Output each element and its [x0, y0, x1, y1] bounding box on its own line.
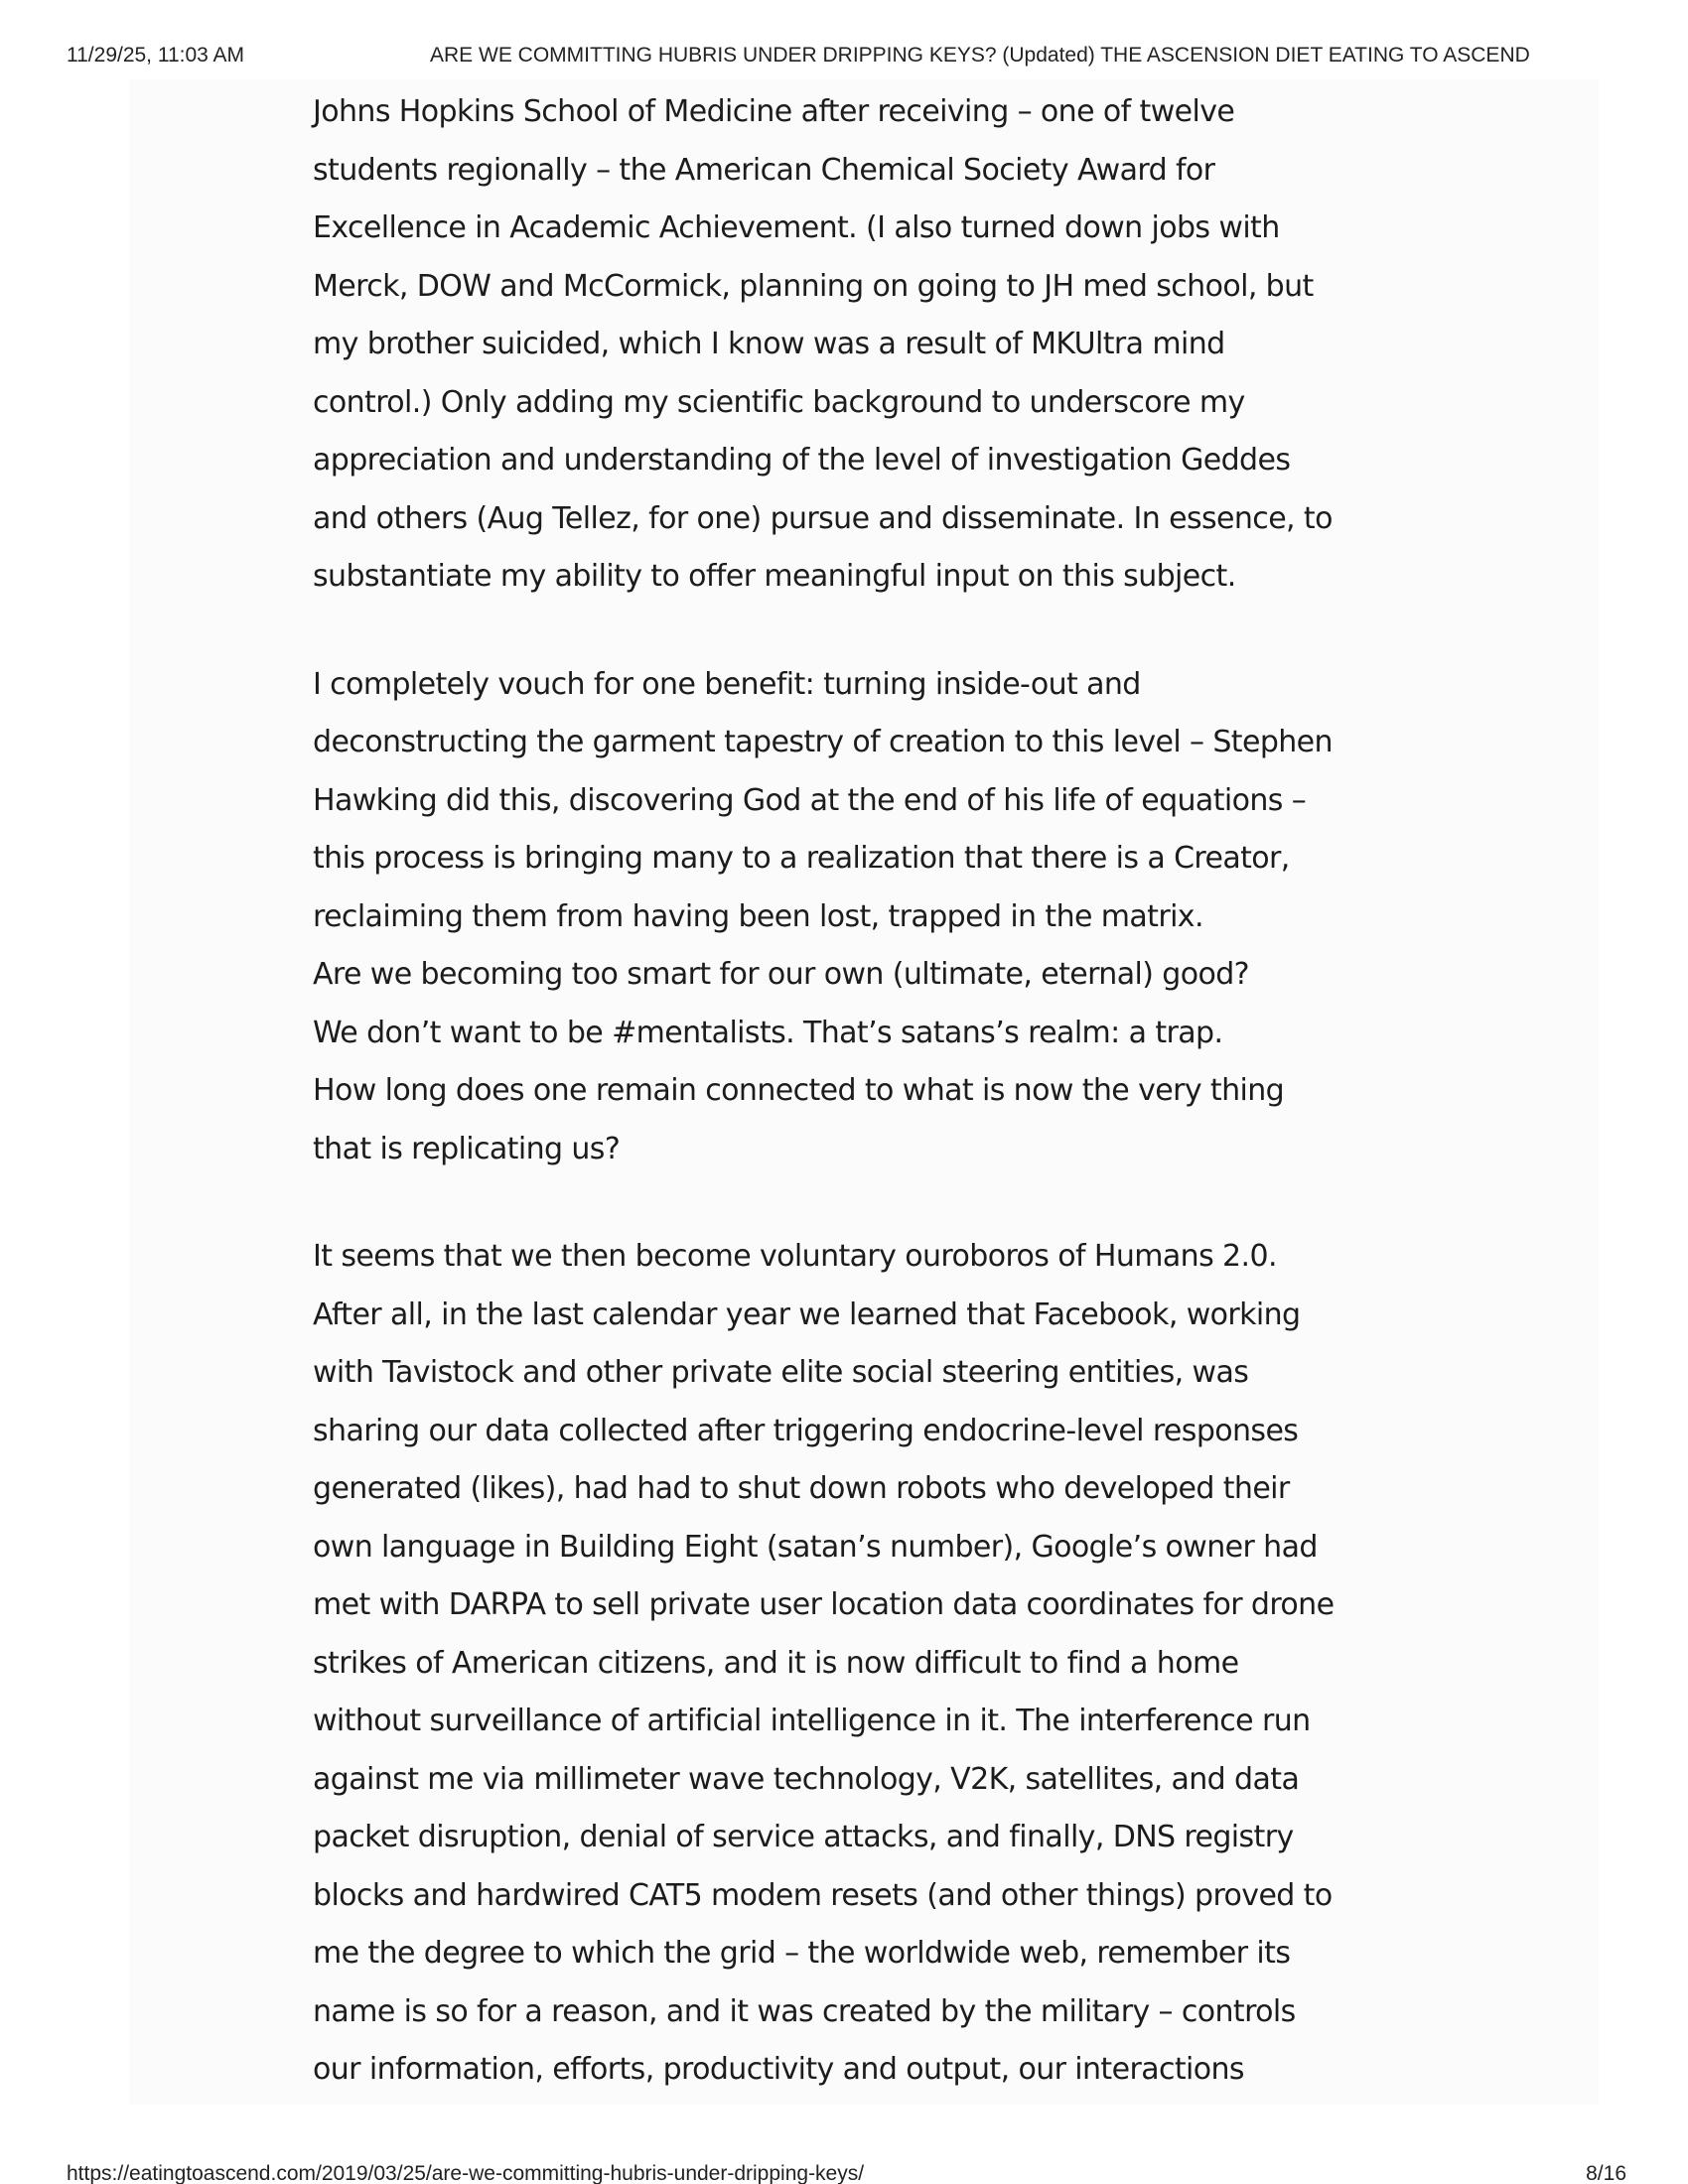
text-line: Merck, DOW and McCormick, planning on going to JH med school, but	[313, 268, 1314, 304]
text-line: After all, in the last calendar year we learned that Facebook, working	[313, 1297, 1301, 1332]
paragraph-scientific-background	[313, 83, 1415, 607]
text-line: this process is bringing many to a realization that there is a Creator,	[313, 841, 1290, 876]
text-line: reclaiming them from having been lost, trapped in the matrix.	[313, 898, 1203, 934]
text-line: with Tavistock and other private elite social steering entities, was	[313, 1355, 1249, 1390]
text-line: sharing our data collected after triggering endocrine-level responses	[313, 1413, 1299, 1448]
text-line: Johns Hopkins School of Medicine after receiving – one of twelve	[313, 94, 1235, 129]
text-line: deconstructing the garment tapestry of creation to this level – Stephen	[313, 725, 1333, 759]
text-line: me the degree to which the grid – the worldwide web, remember its	[313, 1936, 1291, 1971]
text-line: blocks and hardwired CAT5 modem resets (and other things) proved to	[313, 1877, 1333, 1913]
text-line: substantiate my ability to offer meaningful input on this subject.	[313, 559, 1236, 594]
text-line: strikes of American citizens, and it is now difficult to find a home	[313, 1645, 1239, 1681]
text-line: met with DARPA to sell private user location data coordinates for drone	[313, 1587, 1335, 1622]
text-line: without surveillance of artificial intelligence in it. The interference run	[313, 1704, 1311, 1738]
text-line: appreciation and understanding of the level of investigation Geddes	[313, 443, 1291, 478]
text-line: and others (Aug Tellez, for one) pursue and disseminate. In essence, to	[313, 500, 1333, 536]
text-line: name is so for a reason, and it was created by the military – controls	[313, 1993, 1296, 2029]
text-line: I completely vouch for one benefit: turning inside-out and	[313, 666, 1141, 702]
text-line: Excellence in Academic Achievement. (I also turned down jobs with	[313, 210, 1280, 245]
text-line: Hawking did this, discovering God at the end of his life of equations –	[313, 782, 1307, 818]
text-line: We don’t want to be #mentalists. That’s satans’s realm: a trap.	[313, 1015, 1223, 1050]
text-line: generated (likes), had had to shut down robots who developed their	[313, 1471, 1290, 1506]
text-line: against me via millimeter wave technology, V2K, satellites, and data	[313, 1761, 1300, 1797]
text-line: It seems that we then become voluntary ouroboros of Humans 2.0.	[313, 1239, 1277, 1274]
print-document-title: ARE WE COMMITTING HUBRIS UNDER DRIPPING KEYS? (Updated) THE ASCENSION DIET EATING TO ASCEND	[430, 44, 1530, 67]
text-line: How long does one remain connected to what is now the very thing	[313, 1073, 1285, 1108]
print-footer	[0, 2162, 1688, 2184]
text-line: control.) Only adding my scientific background to underscore my	[313, 384, 1245, 420]
text-line: our information, efforts, productivity and output, our interactions	[313, 2052, 1244, 2087]
page-url-link[interactable]: https://eatingtoascend.com/2019/03/25/are-we-committing-hubris-under-dripping-keys/	[67, 2162, 865, 2184]
text-line: that is replicating us?	[313, 1131, 621, 1166]
article-body	[313, 83, 1415, 2149]
print-header	[0, 44, 1688, 73]
text-line: Are we becoming too smart for our own (ultimate, eternal) good?	[313, 957, 1249, 992]
paragraph-humans-2-0	[313, 1228, 1415, 2100]
text-line: students regionally – the American Chemical Society Award for	[313, 152, 1215, 188]
text-line: packet disruption, denial of service attacks, and finally, DNS registry	[313, 1820, 1294, 1854]
page-number: 8/16	[1586, 2162, 1626, 2184]
text-line: own language in Building Eight (satan’s number), Google’s owner had	[313, 1529, 1318, 1565]
text-line: my brother suicided, which I know was a result of MKUltra mind	[313, 327, 1225, 361]
paragraph-creator-realization	[313, 656, 1415, 1179]
print-timestamp: 11/29/25, 11:03 AM	[67, 44, 245, 67]
